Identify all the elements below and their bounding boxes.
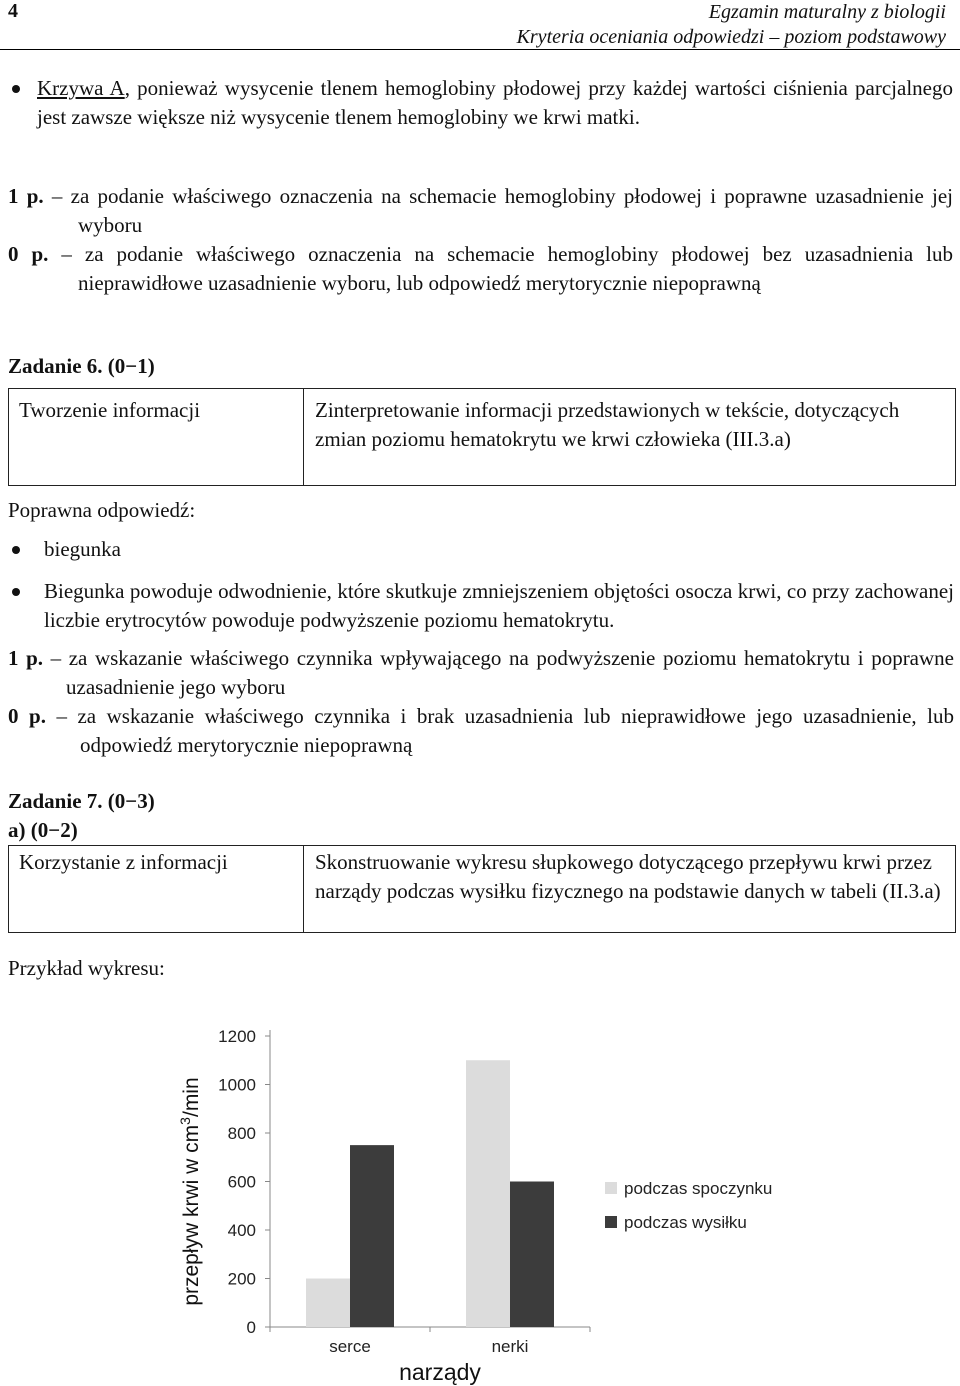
score-0-criterion: [8, 240, 953, 298]
y-tick-label: 800: [227, 1124, 256, 1143]
header-rule: [0, 49, 960, 50]
requirement-category: Korzystanie z informacji: [19, 850, 228, 874]
bar: [350, 1145, 394, 1327]
score-label: 1 p.: [8, 184, 44, 208]
blood-flow-bar-chart: [160, 1020, 820, 1386]
legend-swatch: [605, 1182, 617, 1194]
x-axis-label: narządy: [399, 1359, 481, 1385]
bar: [510, 1182, 554, 1328]
task-6-requirements-table: [8, 388, 956, 486]
bullet: [12, 546, 20, 554]
page-header: [517, 0, 946, 50]
score-1-criterion: [8, 644, 954, 702]
score-text: – za wskazanie właściwego czynnika wpływającego na podwyższenie poziomu hematokrytu i poprawne uzasadnienie jego wyboru: [43, 646, 954, 699]
bullet: [12, 85, 20, 93]
score-label: 1 p.: [8, 646, 44, 670]
answer-item: Biegunka powoduje odwodnienie, które skutkuje zmniejszeniem objętości osocza krwi, co przy zachowanej liczbie erytrocytów powoduje podwyższenie poziomu hematokrytu.: [44, 579, 954, 632]
page-number: 4: [8, 0, 18, 22]
answer-item: biegunka: [44, 537, 121, 561]
answer-curve: Krzywa A: [37, 76, 125, 100]
bar: [306, 1279, 350, 1328]
correct-answer-label: Poprawna odpowiedź:: [8, 498, 196, 522]
y-tick-label: 1000: [218, 1075, 256, 1095]
score-text: – za wskazanie właściwego czynnika i brak uzasadnienia lub nieprawidłowe jego uzasadnienie, lub odpowiedź merytorycznie niepoprawną: [45, 704, 955, 757]
y-tick-label: 400: [227, 1221, 256, 1240]
score-label: 0 p.: [8, 242, 49, 266]
table-divider: [303, 846, 304, 932]
header-line-2: Kryteria oceniania odpowiedzi – poziom podstawowy: [516, 26, 946, 48]
score-label: 0 p.: [8, 704, 46, 728]
score-text: – za podanie właściwego oznaczenia na schemacie hemoglobiny płodowej bez uzasadnienia lub nieprawidłowe uzasadnienie wyboru, lub odpowiedź merytorycznie niepoprawną: [48, 242, 953, 295]
legend-label: podczas wysiłku: [624, 1213, 747, 1232]
bar: [466, 1060, 510, 1327]
example-chart-label: Przykład wykresu:: [8, 956, 165, 980]
task-7a-title: a) (0−2): [8, 818, 78, 842]
legend-label: podczas spoczynku: [624, 1179, 773, 1198]
requirement-category: Tworzenie informacji: [19, 398, 201, 422]
answer-justification: , ponieważ wysycenie tlenem hemoglobiny płodowej przy każdej wartości ciśnienia parcjalnego jest zawsze większe niż wysycenie tlenem hemoglobiny we krwi matki.: [37, 76, 953, 129]
requirement-description: Skonstruowanie wykresu słupkowego dotyczącego przepływu krwi przez narządy podczas wysiłku fizycznego na podstawie danych w tabeli (II.3.a): [315, 850, 941, 903]
score-text: – za podanie właściwego oznaczenia na schemacie hemoglobiny płodowej i poprawne uzasadnienie jej wyboru: [43, 184, 954, 237]
y-tick-label: 0: [246, 1318, 256, 1337]
bullet: [12, 588, 20, 596]
table-divider: [303, 389, 304, 485]
task-7-title: Zadanie 7. (0−3): [8, 789, 155, 813]
intro-answer: [37, 74, 953, 132]
y-tick-label: 600: [227, 1172, 256, 1192]
y-tick-label: 200: [227, 1269, 256, 1289]
task-6-title: Zadanie 6. (0−1): [8, 354, 155, 378]
task-7-requirements-table: [8, 845, 956, 933]
score-0-criterion: [8, 702, 954, 760]
x-tick-label: nerki: [491, 1337, 529, 1356]
header-line-1: Egzamin maturalny z biologii: [708, 1, 946, 23]
x-tick-label: serce: [329, 1337, 371, 1356]
y-tick-label: 1200: [218, 1027, 256, 1046]
legend-swatch: [605, 1216, 617, 1228]
score-1-criterion: [8, 182, 953, 240]
y-axis-label: przepływ krwi w $cm^3/\min$: [177, 1077, 203, 1306]
requirement-description: Zinterpretowanie informacji przedstawionych w tekście, dotyczących zmian poziomu hematokrytu we krwi człowieka (III.3.a): [315, 398, 900, 451]
